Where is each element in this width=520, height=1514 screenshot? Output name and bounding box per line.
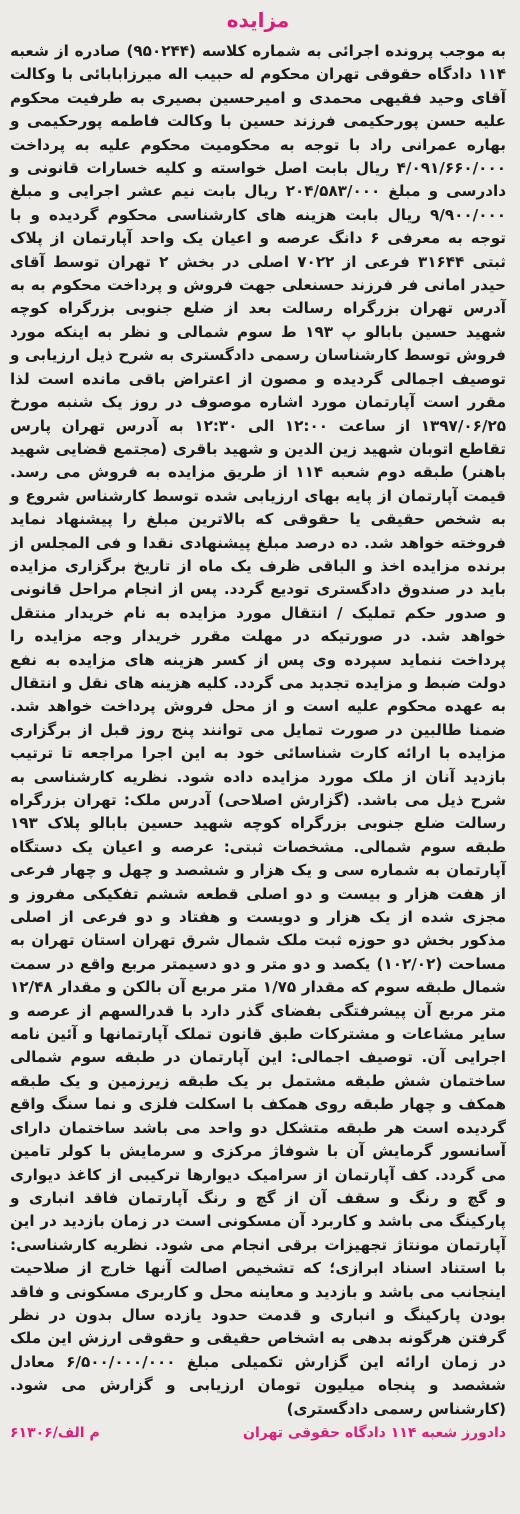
- footer-signature: دادورز شعبه ۱۱۴ دادگاه حقوقی تهران: [243, 1424, 506, 1441]
- notice-title: مزایده: [226, 8, 290, 32]
- footer-code: ۶۱۳۰۶/م الف: [10, 1424, 100, 1441]
- notice-footer: [10, 1423, 506, 1443]
- notice-body: به موجب پرونده اجرائی به شماره کلاسه (۹۵۰۲۴۴) صادره از شعبه ۱۱۴ دادگاه حقوقی تهران محکوم له حبیب اله میرزابابائی با وکالت آقای وحید فقیهی محمدی و امیرحسین بصیری به طرفیت محکوم علیه حسن پورحکیمی فرزند حسین با وکالت فاطمه پورحکیمی و بهاره عمرانی راد با توجه به محکومیت محکوم علیه به پرداخت ۴/۰۹۱/۶۶۰/۰۰۰ ریال بابت اصل خواسته و کلیه خسارات قانونی و دادرسی و مبلغ ۲۰۴/۵۸۳/۰۰۰ ریال بابت نیم عشر اجرایی و مبلغ ۹/۹۰۰/۰۰۰ ریال بابت هزینه های کارشناسی محکوم گردیده و با توجه به معرفی ۶ دانگ عرصه و اعیان یک واحد آپارتمان از پلاک ثبتی ۳۱۶۴۴ فرعی از ۷۰۲۲ اصلی در بخش ۲ تهران توسط آقای حیدر امانی فر فرزند حسنعلی جهت فروش و پرداخت محکوم به به آدرس تهران بزرگراه رسالت بعد از ضلع جنوبی بزرگراه کوچه شهید حسین بابالو پ ۱۹۳ ط سوم شمالی و نظر به اینکه مورد فروش توسط کارشناسان رسمی دادگستری به شرح ذیل ارزیابی و توصیف اجمالی گردیده و مصون از اعتراض باقی مانده است لذا مقرر است آپارتمان مورد اشاره موصوف در روز یک شنبه مورخ ۱۳۹۷/۰۶/۲۵ از ساعت ۱۲:۰۰ الی ۱۲:۳۰ به آدرس تهران پارس تقاطع اتوبان شهید زین الدین و شهید باقری (مجتمع قضایی شهید باهنر) طبقه دوم شعبه ۱۱۴ از طریق مزایده به فروش می رسد. قیمت آپارتمان از پایه بهای ارزیابی شده توسط کارشناس شروع و به شخص حقیقی یا حقوقی که بالاترین مبلغ را پیشنهاد نماید فروخته خواهد شد. ده درصد مبلغ پیشنهادی نقدا و فی المجلس از برنده مزایده اخذ و الباقی ظرف یک ماه از تاریخ برگزاری مزایده باید در صندوق دادگستری تودیع گردد. پس از انجام مراحل قانونی و صدور حکم تملیک / انتقال مورد مزایده به نام خریدار منتقل خواهد شد. در صورتیکه در مهلت مقرر خریدار وجه مزایده را پرداخت ننماید سپرده وی پس از کسر هزینه های مزایده به نفع دولت ضبط و مزایده تجدید می گردد. کلیه هزینه های نقل و انتقال به عهده محکوم علیه است و از محل فروش پرداخت خواهد شد. ضمنا طالبین در صورت تمایل می توانند پنج روز قبل از برگزاری مزایده با ارائه کارت شناسائی خود به این اجرا مراجعه تا ترتیب بازدید آنان از ملک مورد مزایده داده شود. نظریه کارشناسی به شرح ذیل می باشد. (گزارش اصلاحی) آدرس ملک: تهران بزرگراه رسالت ضلع جنوبی بزرگراه کوچه شهید حسین بابالو پلاک ۱۹۳ طبقه سوم شمالی. مشخصات ثبتی: عرصه و اعیان یک دستگاه آپارتمان به شماره سی و یک هزار و ششصد و چهل و چهار فرعی از هفت هزار و بیست و دو اصلی قطعه ششم تفکیکی مفروز و مجزی شده از یک هزار و دویست و هفتاد و دو فرعی از اصلی مذکور بخش دو حوزه ثبت ملک شمال شرق تهران استان تهران به مساحت (۱۰۲/۰۲) یکصد و دو متر و دو دسیمتر مربع واقع در سمت شمال طبقه سوم که مقدار ۱/۷۵ متر مربع آن بالکن و مقدار ۱۲/۴۸ متر مربع آن پیشرفتگی بفضای گذر دارد با قدرالسهم از عرصه و سایر مشاعات و مشترکات طبق قانون تملک آپارتمانها و آئین نامه اجرایی آن. توصیف اجمالی: این آپارتمان در طبقه سوم شمالی ساختمان شش طبقه مشتمل بر یک طبقه زیرزمین و یک طبقه همکف و چهار طبقه روی همکف با اسکلت فلزی و نما سنگ واقع گردیده است هر طبقه متشکل دو واحد می باشد ساختمان دارای آسانسور گرمایش آن با شوفاژ مرکزی و سرمایش با کولر تامین می گردد. کف آپارتمان از سرامیک دیوارها ترکیبی از کاغذ دیواری و گچ و رنگ و سقف آن از گچ و رنگ آپارتمان فاقد انباری و پارکینگ می باشد و کاربرد آن مسکونی است در زمان بازدید در این آپارتمان مونتاژ تجهیزات برقی انجام می شود. نظریه کارشناسی: با استناد اسناد ابرازی؛ که تشخیص اصالت آنها خارج از صلاحیت اینجانب می باشد و بازدید و معاینه محل و کاربری مسکونی و فاقد بودن پارکینگ و انباری و قدمت حدود یازده سال بدون در نظر گرفتن هرگونه بدهی به اشخاص حقیقی و حقوقی ارزش این ملک در زمان ارائه این گزارش تکمیلی مبلغ ۶/۵۰۰/۰۰۰/۰۰۰ معادل ششصد و پنجاه میلیون تومان ارزیابی و گزارش می شود. (کارشناس رسمی دادگستری): [10, 42, 507, 1418]
